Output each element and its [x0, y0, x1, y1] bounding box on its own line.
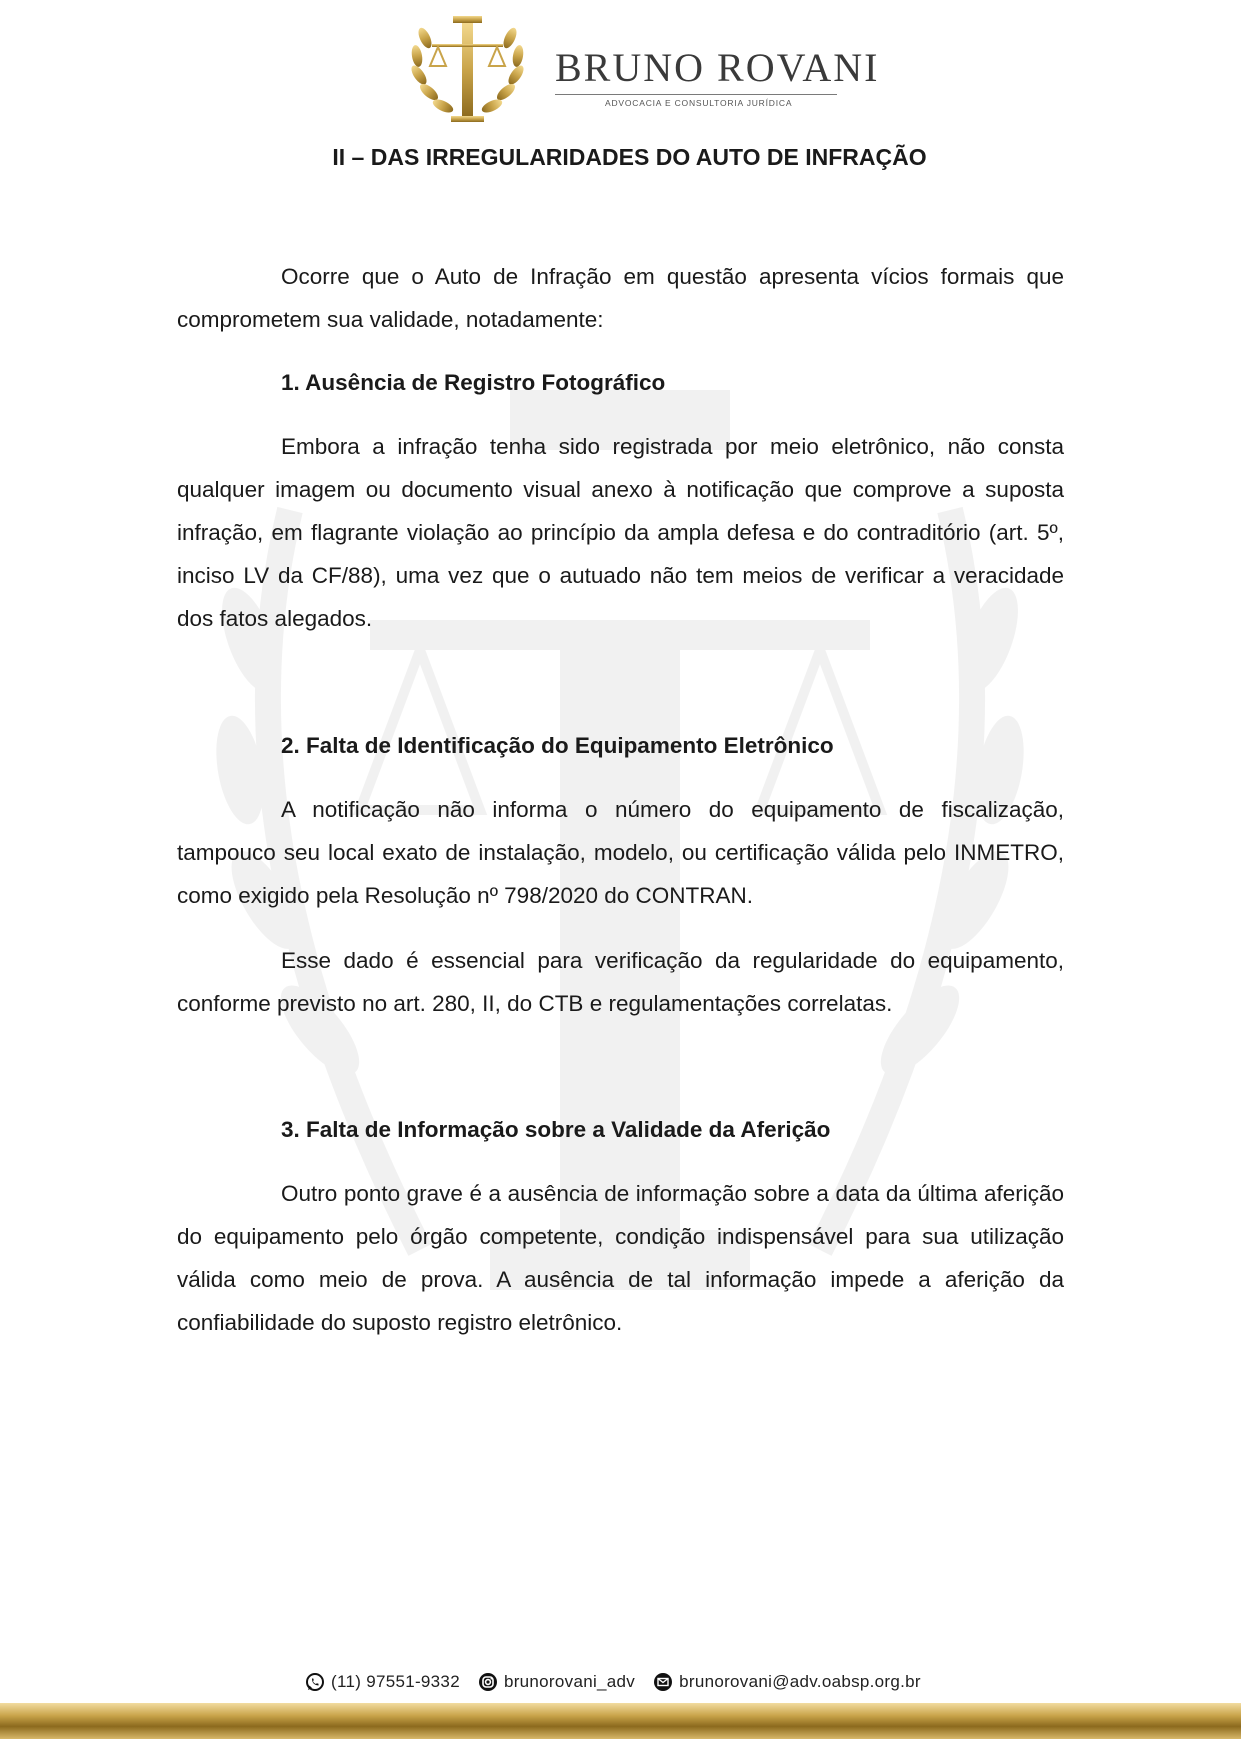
contact-phone[interactable] [305, 1672, 460, 1692]
item-2-paragraph-1: A notificação não informa o número do equipamento de fiscalização, tampouco seu local exato de instalação, modelo, ou certificação válida pelo INMETRO, como exigido pela Resolução nº 798/2020 do CONTRAN. [177, 797, 1064, 908]
item-1-paragraph: Embora a infração tenha sido registrada por meio eletrônico, não consta qualquer imagem ou documento visual anexo à notificação que comprove a suposta infração, em flagrante violação ao princípio da ampla defesa e do contraditório (art. 5º, inciso LV da CF/88), uma vez que o autuado não tem meios de verificar a veracidade dos fatos alegados. [177, 434, 1064, 631]
email-icon [653, 1672, 673, 1692]
contact-email[interactable] [653, 1672, 921, 1692]
brand-tagline: ADVOCACIA E CONSULTORIA JURÍDICA [605, 98, 793, 108]
phone-text: (11) 97551-9332 [331, 1672, 460, 1691]
instagram-text: brunorovani_adv [503, 1672, 636, 1691]
brand-divider [555, 94, 837, 95]
section-title: II – DAS IRREGULARIDADES DO AUTO DE INFRAÇÃO [332, 144, 927, 170]
footer-contacts [305, 1668, 921, 1696]
email-text: brunorovani@adv.oabsp.org.br [679, 1672, 921, 1691]
item-3-heading: 3. Falta de Informação sobre a Validade da Aferição [281, 1117, 831, 1142]
item-1-heading: 1. Ausência de Registro Fotográfico [281, 370, 666, 395]
whatsapp-icon [305, 1672, 325, 1692]
footer-gold-bar [0, 1703, 1241, 1739]
brand-name: BRUNO ROVANI [555, 45, 880, 90]
document-body [177, 144, 1064, 1344]
logo-emblem-icon [405, 8, 530, 128]
item-2-heading: 2. Falta de Identificação do Equipamento Eletrônico [281, 733, 834, 758]
instagram-icon [478, 1672, 498, 1692]
item-3-paragraph: Outro ponto grave é a ausência de informação sobre a data da última aferição do equipamento pelo órgão competente, condição indispensável para sua utilização válida como meio de prova. A ausência de tal informação impede a aferição da confiabilidade do suposto registro eletrônico. [177, 1181, 1064, 1335]
brand-logo [555, 45, 880, 108]
contact-instagram[interactable] [478, 1672, 635, 1692]
intro-paragraph: Ocorre que o Auto de Infração em questão apresenta vícios formais que comprometem sua validade, notadamente: [177, 264, 1064, 332]
item-2-paragraph-2: Esse dado é essencial para verificação da regularidade do equipamento, conforme previsto no art. 280, II, do CTB e regulamentações correlatas. [177, 948, 1064, 1016]
